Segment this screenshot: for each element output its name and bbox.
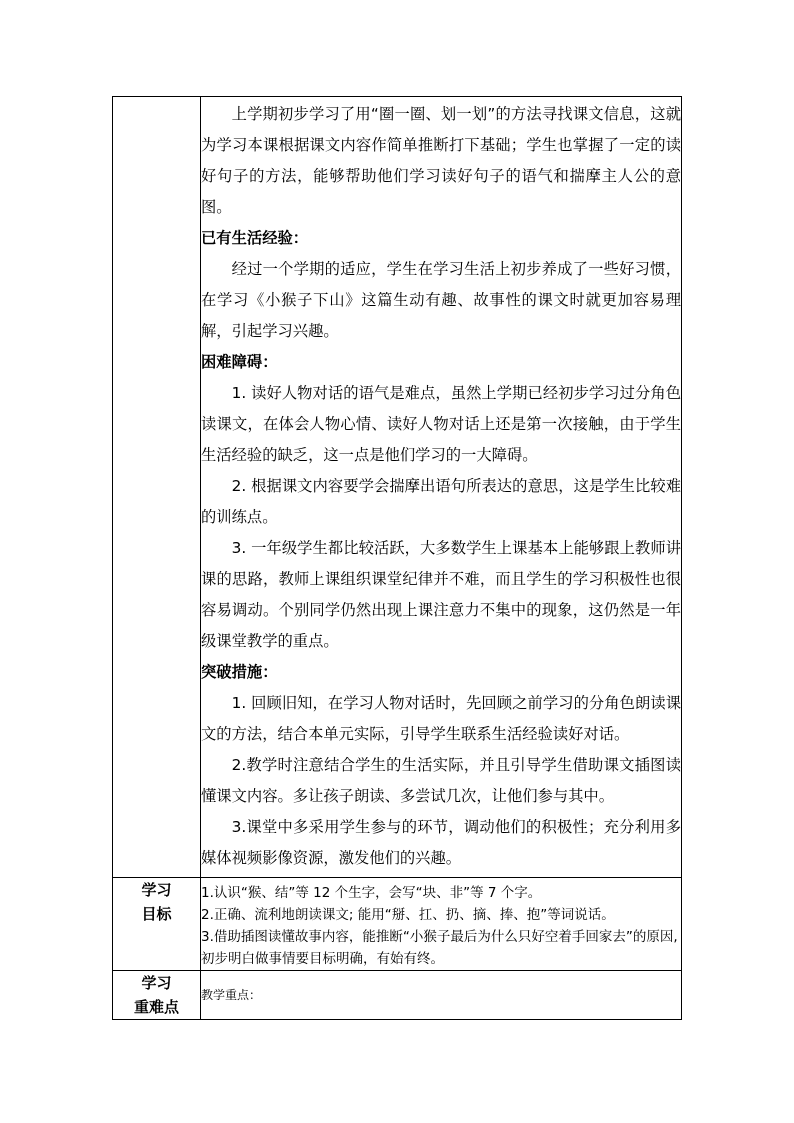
difficulty-item: 2. 根据课文内容要学会揣摩出语句所表达的意思，这是学生比较难的训练点。 [201, 477, 681, 526]
measure-item: 2.教学时注意结合学生的生活实际，并且引导学生借助课文插图读懂课文内容。多让孩子朗读、多尝试几次，让他们参与其中。 [201, 756, 681, 805]
difficulty-item: 3. 一年级学生都比较活跃，大多数学生上课基本上能够跟上教师讲课的思路，教师上课组织课堂纪律并不难，而且学生的学习积极性也很容易调动。个别同学仍然出现上课注意力不集中的现象，这仍然是一年级课堂教学的重点。 [201, 539, 681, 650]
measures-heading: 突破措施： [201, 663, 278, 681]
goal-item: 1.认识“猴、结”等 12 个生字，会写“块、非”等 7 个字。 [201, 885, 542, 901]
prior-knowledge-paragraph: 上学期初步学习了用“圈一圈、划一划”的方法寻找课文信息，这就为学习本课根据课文内容作简单推断打下基础；学生也掌握了一定的读好句子的方法，能够帮助他们学习读好句子的语气和揣摩主人公的意图。 [201, 105, 681, 216]
key-points-row [113, 971, 682, 1020]
key-points-label-line1: 学习 [141, 974, 172, 992]
teaching-focus-text: 教学重点： [201, 988, 262, 1002]
goal-item: 2.正确、流利地朗读课文; 能用“掰、扛、扔、摘、捧、抱”等词说话。 [201, 907, 615, 923]
life-experience-paragraph: 经过一个学期的适应，学生在学习生活上初步养成了一些好习惯，在学习《小猴子下山》这篇生动有趣、故事性的课文时就更加容易理解，引起学习兴趣。 [201, 260, 681, 340]
difficulty-item: 1. 读好人物对话的语气是难点，虽然上学期已经初步学习过分角色读课文，在体会人物心情、读好人物对话上还是第一次接触，由于学生生活经验的缺乏，这一点是他们学习的一大障碍。 [201, 384, 681, 464]
analysis-content-cell [201, 97, 682, 878]
goals-label-line2: 目标 [141, 905, 172, 923]
lesson-plan-table [112, 96, 682, 1020]
goals-content-cell [201, 878, 682, 971]
life-experience-heading: 已有生活经验： [201, 229, 309, 247]
measure-item: 1. 回顾旧知，在学习人物对话时，先回顾之前学习的分角色朗读课文的方法，结合本单元实际，引导学生联系生活经验读好对话。 [201, 694, 681, 743]
key-points-label-cell [113, 971, 201, 1020]
key-points-content-cell [201, 971, 682, 1020]
difficulty-heading: 困难障碍： [201, 353, 278, 371]
goals-label-cell [113, 878, 201, 971]
key-points-label-line2: 重难点 [133, 998, 179, 1016]
goals-row [113, 878, 682, 971]
analysis-row [113, 97, 682, 878]
analysis-label-cell [113, 97, 201, 878]
measure-item: 3.课堂中多采用学生参与的环节，调动他们的积极性；充分利用多媒体视频影像资源，激发他们的兴趣。 [201, 818, 681, 867]
goals-label-line1: 学习 [141, 881, 172, 899]
goal-item: 3.借助插图读懂故事内容，能推断“小猴子最后为什么只好空着手回家去”的原因,初步明白做事情要目标明确，有始有终。 [201, 929, 678, 967]
